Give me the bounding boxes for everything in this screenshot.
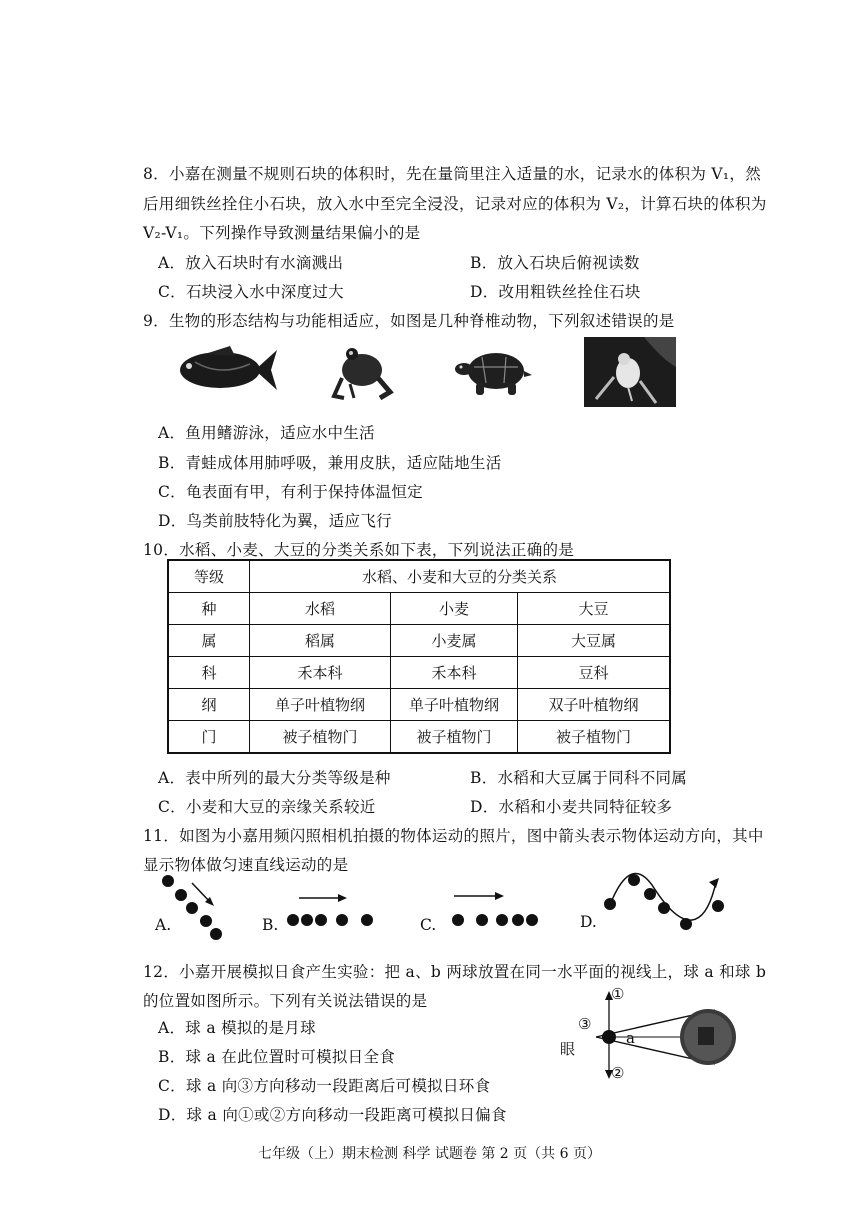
bird-icon bbox=[584, 337, 676, 407]
q11-label-a: A. bbox=[155, 916, 172, 934]
table-cell: 纲 bbox=[168, 689, 250, 721]
table-cell: 稻属 bbox=[250, 625, 391, 657]
q8-option-d: D．改用粗铁丝拴住石块 bbox=[470, 283, 641, 301]
table-cell: 单子叶植物纲 bbox=[391, 689, 518, 721]
page-footer: 七年级（上）期末检测 科学 试题卷 第 2 页（共 6 页） bbox=[258, 1146, 601, 1162]
diagram-ball-label: a bbox=[626, 1029, 635, 1047]
q8-option-b: B．放入石块后俯视读数 bbox=[470, 254, 640, 272]
table-cell: 门 bbox=[168, 721, 250, 754]
diagram-dir3-label: ③ bbox=[578, 1015, 592, 1033]
table-cell: 双子叶植物纲 bbox=[518, 689, 671, 721]
motion-diagram-a bbox=[156, 873, 226, 943]
table-header-cell: 等级 bbox=[168, 560, 250, 593]
q12-line1: 12．小嘉开展模拟日食产生实验：把 a、b 两球放置在同一水平面的视线上，球 a 和球 b bbox=[143, 963, 767, 981]
q11-label-d: D. bbox=[580, 913, 597, 931]
table-row bbox=[168, 625, 670, 657]
q8-option-a: A．放入石块时有水滴溅出 bbox=[158, 254, 344, 272]
table-cell: 科 bbox=[168, 657, 250, 689]
q12-option-b: B．球 a 在此位置时可模拟日全食 bbox=[158, 1048, 396, 1066]
table-row bbox=[168, 593, 670, 625]
q8-line2: 后用细铁丝拴住小石块，放入水中至完全浸没，记录对应的体积为 V₂，计算石块的体积为 bbox=[143, 195, 767, 213]
q11-line2: 显示物体做匀速直线运动的是 bbox=[143, 856, 349, 874]
q12-option-d: D．球 a 向①或②方向移动一段距离可模拟日偏食 bbox=[158, 1106, 507, 1124]
table-cell: 单子叶植物纲 bbox=[250, 689, 391, 721]
q9-option-b: B．青蛙成体用肺呼吸，兼用皮肤，适应陆地生活 bbox=[158, 454, 502, 472]
table-cell: 小麦属 bbox=[391, 625, 518, 657]
q9-stem: 9．生物的形态结构与功能相适应，如图是几种脊椎动物，下列叙述错误的是 bbox=[143, 312, 675, 330]
q12-line2: 的位置如图所示。下列有关说法错误的是 bbox=[143, 992, 428, 1010]
diagram-eye-label: 眼 bbox=[560, 1040, 576, 1058]
table-header-cell: 水稻、小麦和大豆的分类关系 bbox=[250, 560, 671, 593]
table-header-row bbox=[168, 560, 670, 593]
q11-label-b: B. bbox=[262, 916, 279, 934]
table-row bbox=[168, 721, 670, 754]
frog-icon bbox=[330, 340, 398, 402]
eclipse-diagram bbox=[560, 985, 745, 1085]
q10-option-c: C．小麦和大豆的亲缘关系较近 bbox=[158, 798, 376, 816]
q8-option-c: C．石块浸入水中深度过大 bbox=[158, 283, 344, 301]
classification-table bbox=[167, 559, 671, 754]
q10-stem: 10．水稻、小麦、大豆的分类关系如下表，下列说法正确的是 bbox=[143, 541, 575, 559]
turtle-icon bbox=[452, 345, 534, 400]
table-row bbox=[168, 689, 670, 721]
q10-option-b: B．水稻和大豆属于同科不同属 bbox=[470, 769, 688, 787]
q12-option-c: C．球 a 向③方向移动一段距离后可模拟日环食 bbox=[158, 1077, 491, 1095]
q9-option-a: A．鱼用鳍游泳，适应水中生活 bbox=[158, 424, 375, 442]
motion-diagram-d bbox=[598, 858, 728, 940]
table-cell: 禾本科 bbox=[391, 657, 518, 689]
fish-icon bbox=[175, 342, 280, 397]
q11-label-c: C. bbox=[420, 916, 437, 934]
table-cell: 被子植物门 bbox=[518, 721, 671, 754]
table-cell: 禾本科 bbox=[250, 657, 391, 689]
diagram-dir1-label: ① bbox=[611, 985, 625, 1003]
q12-option-a: A．球 a 模拟的是月球 bbox=[158, 1019, 316, 1037]
q11-line1: 11．如图为小嘉用频闪照相机拍摄的物体运动的照片，图中箭头表示物体运动方向，其中 bbox=[143, 827, 764, 845]
table-cell: 被子植物门 bbox=[391, 721, 518, 754]
diagram-dir2-label: ② bbox=[611, 1064, 625, 1082]
q10-option-d: D．水稻和小麦共同特征较多 bbox=[470, 798, 673, 816]
q8-line3: V₂-V₁。下列操作导致测量结果偏小的是 bbox=[143, 224, 421, 242]
table-cell: 水稻 bbox=[250, 593, 391, 625]
table-cell: 种 bbox=[168, 593, 250, 625]
motion-diagram-b bbox=[283, 890, 378, 932]
q8-line1: 8．小嘉在测量不规则石块的体积时，先在量筒里注入适量的水，记录水的体积为 V₁，然 bbox=[143, 165, 761, 183]
table-cell: 大豆属 bbox=[518, 625, 671, 657]
table-cell: 属 bbox=[168, 625, 250, 657]
table-cell: 大豆 bbox=[518, 593, 671, 625]
q9-option-d: D．鸟类前肢特化为翼，适应飞行 bbox=[158, 512, 392, 530]
q9-option-c: C．龟表面有甲，有利于保持体温恒定 bbox=[158, 483, 423, 501]
table-row bbox=[168, 657, 670, 689]
motion-diagram-c bbox=[448, 888, 540, 932]
table-cell: 豆科 bbox=[518, 657, 671, 689]
table-cell: 被子植物门 bbox=[250, 721, 391, 754]
table-cell: 小麦 bbox=[391, 593, 518, 625]
q10-option-a: A．表中所列的最大分类等级是种 bbox=[158, 769, 391, 787]
